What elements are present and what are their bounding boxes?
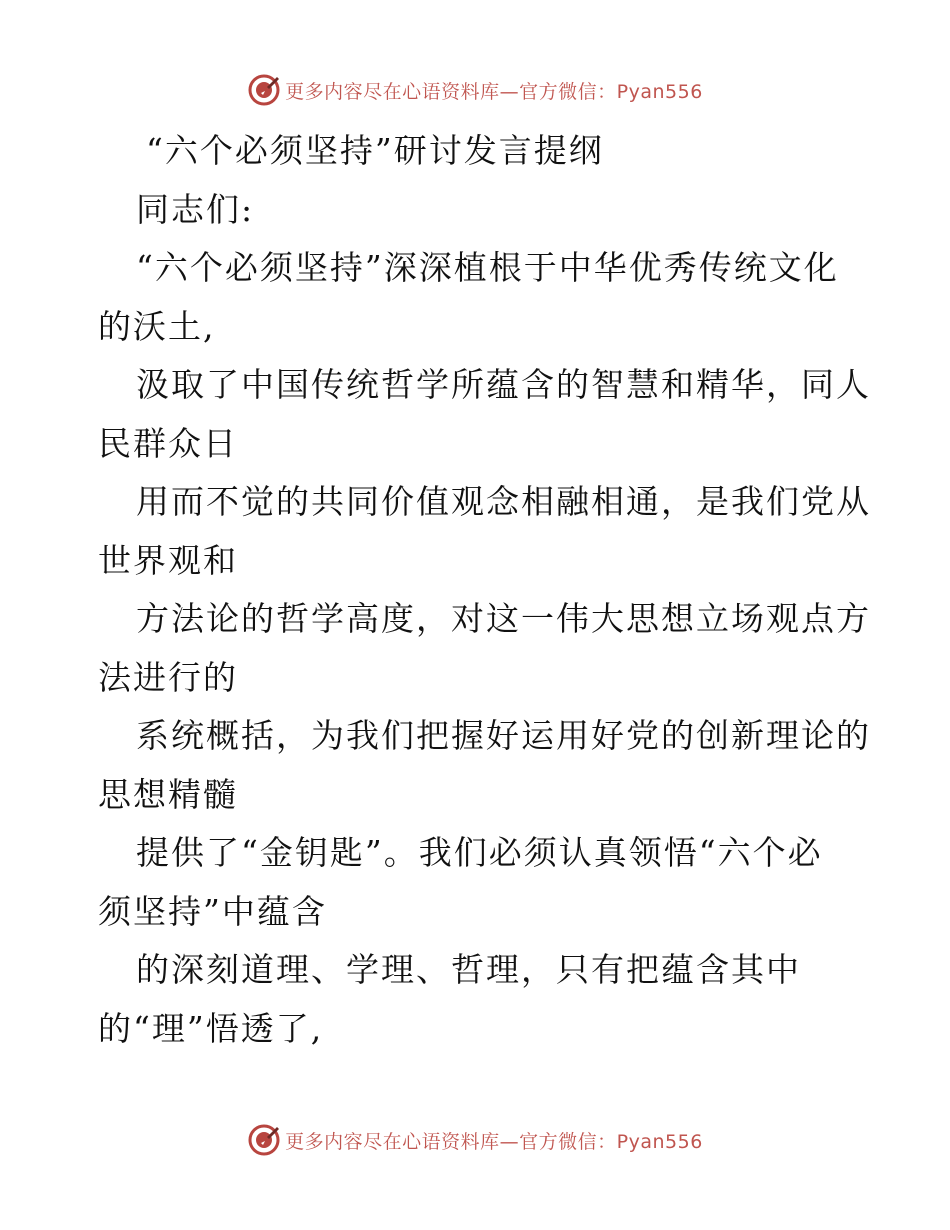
paragraph-line: 方法论的哲学高度，对这一伟大思想立场观点方 [136,599,871,638]
paragraph-line: 系统概括，为我们把握好运用好党的创新理论的 [136,716,871,755]
footer-watermark [0,1120,950,1160]
paragraph-line: 用而不觉的共同价值观念相融相通，是我们党从 [136,482,871,521]
pen-logo-icon [247,73,281,107]
paragraph-line: 民群众日 [98,423,238,463]
paragraph-line: “六个必须坚持”深深植根于中华优秀传统文化 [136,248,839,287]
pen-logo-icon [247,1123,281,1157]
paragraph-line: 须坚持”中蕴含 [98,891,327,931]
paragraph-line: 汲取了中国传统哲学所蕴含的智慧和精华，同人 [136,365,871,404]
paragraph-line: 的沃土, [98,306,216,346]
paragraph-line: 的“理”悟透了, [98,1008,324,1048]
header-watermark [0,70,950,110]
document-body [98,122,871,1058]
header-watermark-text: 更多内容尽在心语资料库—官方微信：Pyan556 [285,80,703,103]
paragraph-line: 的深刻道理、学理、哲理，只有把蕴含其中 [136,950,801,989]
footer-watermark-text: 更多内容尽在心语资料库—官方微信：Pyan556 [285,1130,703,1153]
paragraph-line: 提供了“金钥匙”。我们必须认真领悟“六个必 [136,833,823,872]
paragraph-line: 思想精髓 [98,774,238,814]
salutation: 同志们: [136,189,255,229]
paragraph-line: 法进行的 [98,657,238,697]
paragraph-line: 世界观和 [98,540,238,580]
document-title: “六个必须坚持”研讨发言提纲 [146,131,604,170]
